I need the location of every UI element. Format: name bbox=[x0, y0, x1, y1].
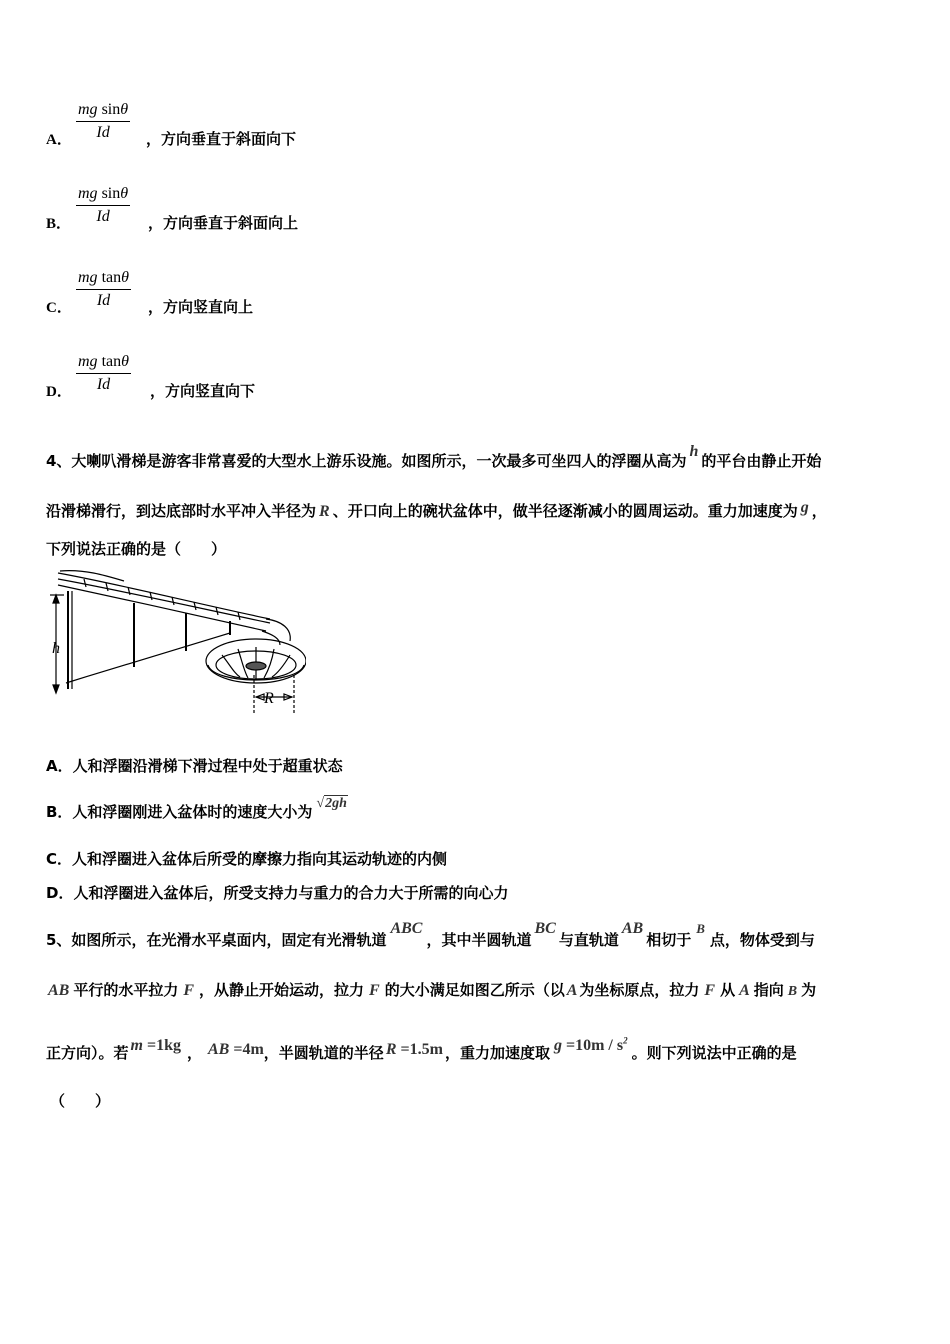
q4-line-3: 下列说法正确的是（ ） bbox=[46, 540, 227, 558]
q5-line-1: 5、如图所示，在光滑水平桌面内，固定有光滑轨道ABC，其中半圆轨道BC与直轨道AB相切于B点，物体受到与 bbox=[46, 920, 815, 949]
support-bottom-line bbox=[66, 633, 230, 683]
q5-line-2: AB 平行的水平拉力 F ，从静止开始运动，拉力 F 的大小满足如图乙所示（以 A 为坐标原点，拉力 F 从 A 指向 B 为 bbox=[48, 981, 817, 999]
q4-option-d: D．人和浮圈进入盆体后，所受支持力与重力的合力大于所需的向心力 bbox=[46, 884, 509, 902]
option-c-label: C． bbox=[46, 300, 72, 316]
slide-lower-edge bbox=[58, 585, 266, 631]
q4-h-symbol: h bbox=[689, 443, 699, 460]
q4-sqrt: √2gh bbox=[316, 796, 347, 811]
fig-h-label: h bbox=[52, 640, 60, 657]
q4-g-symbol: g bbox=[800, 499, 809, 516]
option-c-text: ，方向竖直向上 bbox=[148, 298, 254, 316]
option-a-label: A． bbox=[46, 132, 72, 148]
option-b-text: ，方向垂直于斜面向上 bbox=[148, 214, 299, 232]
option-d-label: D． bbox=[46, 384, 72, 400]
slide-top-edge-inner bbox=[58, 579, 270, 623]
q4-line-1: 4、大喇叭滑梯是游客非常喜爱的大型水上游乐设施。如图所示，一次最多可坐四人的浮圈从高为h的平台由静止开始 bbox=[46, 443, 822, 470]
q5-line-4: （ ） bbox=[50, 1092, 111, 1110]
option-c-fraction: mg tanθ Id bbox=[78, 269, 129, 309]
option-d-fraction: mg tanθ Id bbox=[78, 353, 129, 393]
q4-line-2: 沿滑梯滑行，到达底部时水平冲入半径为 R 、开口向上的碗状盆体中，做半径逐渐减小的圆周运动。重力加速度为 g ， bbox=[46, 499, 827, 520]
q4-option-c: C．人和浮圈进入盆体后所受的摩擦力指向其运动轨迹的内侧 bbox=[46, 850, 448, 868]
q4-R-symbol: R bbox=[319, 503, 330, 520]
option-b-label: B． bbox=[46, 216, 72, 232]
option-b-fraction: mg sinθ Id bbox=[78, 185, 129, 225]
option-a-text: ，方向垂直于斜面向下 bbox=[146, 130, 297, 148]
q4-option-a: A．人和浮圈沿滑梯下滑过程中处于超重状态 bbox=[46, 757, 343, 775]
option-d-text: ，方向竖直向下 bbox=[150, 382, 256, 400]
option-a-fraction: mg sinθ Id bbox=[78, 101, 129, 141]
q5-line-3: 正方向）。若 m =1kg ， AB =4m，半圆轨道的半径 R =1.5m ，重力加速度取 $g =10m / s^2$。则下列说法中正确的是 bbox=[46, 1035, 797, 1062]
water-slide-figure bbox=[44, 565, 306, 717]
q4-option-b: B．人和浮圈刚进入盆体时的速度大小为 √2gh bbox=[46, 796, 347, 821]
fig-R-label: R bbox=[264, 690, 274, 707]
